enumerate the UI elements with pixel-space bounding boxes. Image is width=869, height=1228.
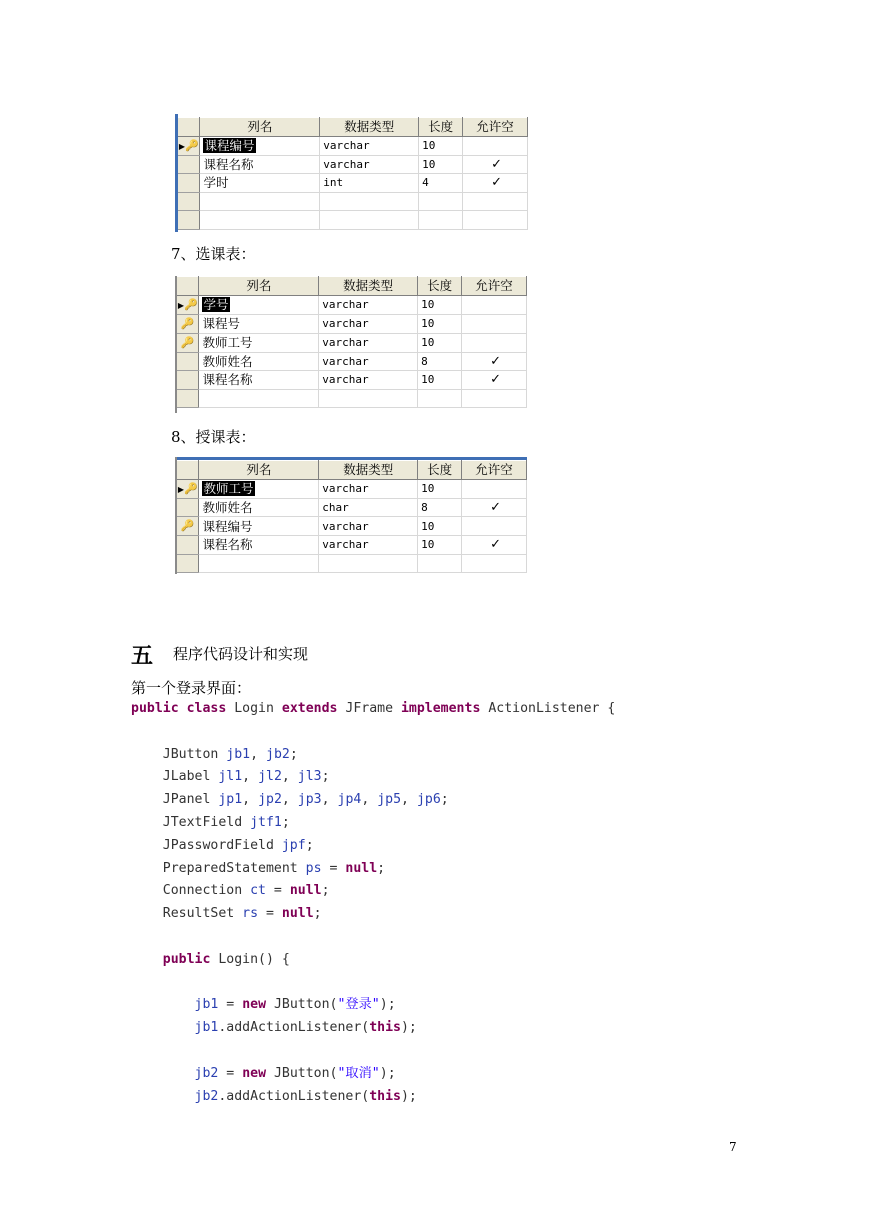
allow-null-checkbox[interactable]: ✓ bbox=[462, 498, 527, 517]
course-table-designer bbox=[175, 114, 528, 232]
code-field: jp1 bbox=[218, 792, 243, 808]
length-cell[interactable] bbox=[419, 192, 463, 211]
code-keyword: implements bbox=[400, 701, 481, 716]
table-row[interactable] bbox=[177, 333, 527, 352]
code-text: = bbox=[265, 883, 290, 899]
code-field: jtf1 bbox=[250, 814, 282, 830]
column-name: 课程号 bbox=[202, 316, 240, 331]
code-text: , bbox=[281, 769, 298, 785]
row-selector[interactable] bbox=[177, 554, 199, 573]
length-cell[interactable] bbox=[418, 389, 462, 408]
primary-key-icon: 🔑 bbox=[180, 519, 195, 532]
col-header-type: 数据类型 bbox=[319, 277, 418, 296]
allow-null-checkbox[interactable] bbox=[463, 211, 528, 230]
code-line bbox=[131, 766, 615, 789]
code-field: ct bbox=[250, 883, 266, 899]
allow-null-checkbox[interactable]: ✓ bbox=[462, 371, 527, 390]
data-type-cell[interactable] bbox=[319, 389, 418, 408]
row-selector[interactable] bbox=[177, 371, 199, 390]
col-header-nullable: 允许空 bbox=[462, 461, 527, 480]
allow-null-checkbox[interactable]: ✓ bbox=[463, 155, 528, 174]
row-selector[interactable] bbox=[177, 352, 199, 371]
code-keyword: new bbox=[242, 997, 267, 1013]
code-text bbox=[131, 1089, 195, 1104]
row-selector[interactable] bbox=[177, 517, 199, 536]
code-line bbox=[131, 744, 615, 767]
code-text bbox=[131, 1020, 195, 1035]
code-text: JTextField bbox=[131, 814, 251, 830]
code-string: "取消" bbox=[337, 1065, 380, 1081]
code-field: jb2 bbox=[266, 746, 290, 762]
code-text: Login() { bbox=[210, 951, 290, 967]
data-type-cell[interactable] bbox=[319, 554, 418, 573]
code-text: ); bbox=[400, 1020, 417, 1036]
code-text: ; bbox=[321, 769, 330, 785]
code-text: .addActionListener( bbox=[218, 1088, 370, 1104]
code-text: ResultSet bbox=[131, 906, 243, 922]
code-text: JPasswordField bbox=[131, 837, 282, 853]
code-field: jb1 bbox=[194, 997, 219, 1013]
primary-key-icon: 🔑 bbox=[180, 316, 195, 330]
col-header-type: 数据类型 bbox=[320, 118, 419, 137]
col-header-nullable: 允许空 bbox=[463, 118, 528, 137]
code-text: , bbox=[250, 746, 266, 762]
table-caption-8: 8、授课表： bbox=[171, 428, 256, 446]
code-field: jp6 bbox=[416, 792, 441, 808]
code-field: jp4 bbox=[337, 792, 362, 808]
allow-null-checkbox[interactable] bbox=[462, 389, 527, 408]
code-line bbox=[131, 835, 615, 858]
column-name-cell[interactable] bbox=[199, 517, 319, 536]
code-field: jb1 bbox=[194, 1020, 219, 1036]
section-title: 程序代码设计和实现 bbox=[173, 645, 309, 663]
length-cell[interactable]: 10 bbox=[418, 371, 462, 390]
table-row[interactable] bbox=[177, 479, 527, 498]
code-text: JFrame bbox=[337, 701, 401, 716]
primary-key-icon: 🔑 bbox=[183, 481, 198, 495]
code-line bbox=[131, 1086, 615, 1109]
code-text: Connection bbox=[131, 883, 251, 899]
table-row[interactable] bbox=[178, 192, 528, 211]
length-cell[interactable]: 10 bbox=[419, 136, 463, 155]
code-text: .addActionListener( bbox=[218, 1020, 370, 1036]
code-line bbox=[131, 1040, 615, 1063]
code-field: jl2 bbox=[258, 769, 282, 785]
allow-null-checkbox[interactable] bbox=[462, 479, 527, 498]
code-keyword: null bbox=[345, 860, 378, 876]
data-type-cell[interactable]: varchar bbox=[319, 536, 418, 555]
data-type-cell[interactable]: varchar bbox=[319, 479, 418, 498]
code-text: , bbox=[242, 769, 259, 785]
row-selector[interactable] bbox=[177, 333, 199, 352]
column-name-cell[interactable] bbox=[199, 479, 319, 498]
enrollment-table-designer bbox=[175, 276, 527, 413]
length-cell[interactable]: 10 bbox=[418, 479, 462, 498]
code-text: , bbox=[401, 792, 417, 808]
code-text: ; bbox=[377, 860, 386, 876]
data-type-cell[interactable] bbox=[320, 192, 419, 211]
column-name: 学时 bbox=[203, 175, 229, 191]
code-text: ; bbox=[321, 883, 330, 899]
length-cell[interactable]: 8 bbox=[418, 498, 462, 517]
column-name: 教师工号 bbox=[202, 335, 253, 350]
primary-key-icon: 🔑 bbox=[183, 297, 198, 311]
row-selector[interactable] bbox=[177, 295, 199, 314]
code-text: JButton( bbox=[266, 997, 338, 1013]
allow-null-checkbox[interactable] bbox=[462, 554, 527, 573]
column-name-cell[interactable] bbox=[199, 371, 319, 390]
code-text: = bbox=[258, 906, 282, 922]
primary-key-icon: 🔑 bbox=[180, 335, 195, 349]
table-row[interactable] bbox=[178, 155, 528, 174]
code-line bbox=[131, 812, 615, 835]
column-name: 教师工号 bbox=[203, 481, 254, 496]
code-text: ActionListener { bbox=[480, 701, 616, 716]
code-line bbox=[131, 1063, 615, 1086]
code-field: ps bbox=[305, 860, 322, 876]
code-line bbox=[131, 926, 615, 949]
allow-null-checkbox[interactable] bbox=[463, 192, 528, 211]
intro-text: 第一个登录界面： bbox=[131, 679, 252, 697]
table-row[interactable] bbox=[178, 174, 528, 193]
row-selector[interactable] bbox=[178, 192, 200, 211]
code-text: , bbox=[281, 792, 298, 808]
table-row[interactable] bbox=[177, 517, 527, 536]
length-cell[interactable]: 10 bbox=[418, 333, 462, 352]
code-keyword: this bbox=[369, 1020, 401, 1036]
length-cell[interactable]: 10 bbox=[418, 517, 462, 536]
column-name-cell[interactable] bbox=[200, 211, 320, 230]
row-selector[interactable] bbox=[178, 155, 200, 174]
table-row[interactable] bbox=[177, 536, 527, 555]
col-header-length: 长度 bbox=[418, 461, 462, 480]
code-text: ; bbox=[305, 837, 314, 853]
code-text: , bbox=[361, 792, 378, 808]
allow-null-checkbox[interactable] bbox=[463, 136, 528, 155]
code-text: = bbox=[321, 860, 346, 876]
data-type-cell[interactable]: varchar bbox=[319, 517, 418, 536]
allow-null-checkbox[interactable] bbox=[462, 517, 527, 536]
row-selector[interactable] bbox=[177, 536, 199, 555]
code-text: ); bbox=[379, 997, 396, 1013]
code-text: PreparedStatement bbox=[131, 860, 306, 876]
col-header-nullable: 允许空 bbox=[462, 277, 527, 296]
column-name-cell[interactable] bbox=[199, 389, 319, 408]
allow-null-checkbox[interactable]: ✓ bbox=[462, 536, 527, 555]
code-field: jb2 bbox=[194, 1065, 219, 1081]
code-field: jl3 bbox=[297, 769, 322, 785]
table-row[interactable] bbox=[177, 498, 527, 517]
col-header-length: 长度 bbox=[419, 118, 463, 137]
code-text: JPanel bbox=[131, 792, 219, 808]
table-row[interactable] bbox=[177, 314, 527, 333]
code-line bbox=[131, 1017, 615, 1040]
column-name: 教师姓名 bbox=[202, 353, 253, 369]
data-type-cell[interactable]: int bbox=[320, 174, 419, 193]
column-name: 课程名称 bbox=[202, 372, 253, 388]
length-cell[interactable]: 8 bbox=[418, 352, 462, 371]
teaching-table-designer bbox=[175, 457, 527, 574]
code-text: JButton bbox=[131, 746, 227, 762]
code-text bbox=[131, 952, 163, 967]
column-name: 课程名称 bbox=[203, 156, 254, 172]
allow-null-checkbox[interactable] bbox=[462, 333, 527, 352]
row-selector[interactable] bbox=[178, 174, 200, 193]
table-row[interactable] bbox=[177, 352, 527, 371]
code-text bbox=[179, 701, 187, 716]
data-type-cell[interactable]: varchar bbox=[319, 314, 418, 333]
page-number: 7 bbox=[729, 1140, 737, 1154]
code-keyword: null bbox=[289, 883, 322, 899]
length-cell[interactable]: 10 bbox=[418, 536, 462, 555]
section-number: 五 bbox=[131, 643, 154, 669]
code-keyword: public bbox=[162, 951, 211, 967]
col-header-name: 列名 bbox=[200, 118, 320, 137]
code-line bbox=[131, 903, 615, 926]
length-cell[interactable] bbox=[419, 211, 463, 230]
allow-null-checkbox[interactable] bbox=[462, 295, 527, 314]
current-row-arrow-icon: ▶ bbox=[178, 141, 185, 151]
code-line bbox=[131, 880, 615, 903]
column-name: 课程编号 bbox=[204, 138, 255, 153]
code-text: ; bbox=[313, 906, 322, 922]
col-header-length: 长度 bbox=[418, 277, 462, 296]
column-name-cell[interactable] bbox=[199, 295, 319, 314]
code-field: rs bbox=[242, 906, 259, 922]
column-name-cell[interactable] bbox=[200, 155, 320, 174]
code-text: = bbox=[218, 997, 243, 1013]
length-cell[interactable]: 4 bbox=[419, 174, 463, 193]
allow-null-checkbox[interactable]: ✓ bbox=[463, 174, 528, 193]
row-selector[interactable] bbox=[178, 211, 200, 230]
code-text: ); bbox=[379, 1065, 396, 1081]
code-keyword: class bbox=[186, 701, 227, 716]
code-field: jb1 bbox=[226, 746, 251, 762]
code-keyword: this bbox=[369, 1088, 401, 1104]
column-name: 教师姓名 bbox=[202, 499, 253, 515]
code-text: JLabel bbox=[131, 769, 219, 785]
code-field: jl1 bbox=[218, 769, 243, 785]
code-text: ; bbox=[440, 792, 449, 808]
designer-grid bbox=[177, 276, 527, 408]
code-line bbox=[131, 858, 615, 881]
code-text: , bbox=[242, 792, 259, 808]
table-row[interactable] bbox=[177, 371, 527, 390]
code-field: jb2 bbox=[194, 1088, 219, 1104]
data-type-cell[interactable] bbox=[320, 211, 419, 230]
allow-null-checkbox[interactable] bbox=[462, 314, 527, 333]
column-name-cell[interactable] bbox=[199, 352, 319, 371]
table-row[interactable] bbox=[178, 136, 528, 155]
row-selector[interactable] bbox=[178, 136, 200, 155]
row-selector[interactable] bbox=[177, 389, 199, 408]
column-name-cell[interactable] bbox=[199, 554, 319, 573]
code-text: Login bbox=[226, 701, 282, 716]
length-cell[interactable] bbox=[418, 554, 462, 573]
data-type-cell[interactable]: varchar bbox=[319, 333, 418, 352]
col-header-type: 数据类型 bbox=[319, 461, 418, 480]
code-text: , bbox=[321, 792, 338, 808]
data-type-cell[interactable]: varchar bbox=[319, 295, 418, 314]
code-line bbox=[131, 789, 615, 812]
column-name: 学号 bbox=[203, 297, 229, 312]
length-cell[interactable]: 10 bbox=[418, 314, 462, 333]
current-row-arrow-icon: ▶ bbox=[177, 300, 184, 310]
column-name-cell[interactable] bbox=[199, 314, 319, 333]
code-field: jp5 bbox=[377, 792, 402, 808]
code-text: JButton( bbox=[266, 1065, 338, 1081]
data-type-cell[interactable]: varchar bbox=[319, 371, 418, 390]
primary-key-icon: 🔑 bbox=[184, 138, 199, 152]
code-keyword: extends bbox=[281, 701, 338, 716]
code-keyword: public bbox=[131, 701, 179, 716]
row-selector[interactable] bbox=[177, 498, 199, 517]
code-field: jpf bbox=[281, 837, 306, 853]
code-text: ; bbox=[289, 746, 298, 762]
data-type-cell[interactable]: varchar bbox=[320, 155, 419, 174]
code-line bbox=[131, 994, 615, 1017]
column-name-cell[interactable] bbox=[199, 498, 319, 517]
column-name-cell[interactable] bbox=[200, 174, 320, 193]
col-header-name: 列名 bbox=[199, 461, 319, 480]
code-string: "登录" bbox=[337, 997, 380, 1013]
code-line bbox=[131, 721, 615, 744]
table-row[interactable] bbox=[177, 295, 527, 314]
data-type-cell[interactable]: char bbox=[319, 498, 418, 517]
column-name-cell[interactable] bbox=[200, 192, 320, 211]
table-row[interactable] bbox=[178, 211, 528, 230]
length-cell[interactable]: 10 bbox=[418, 295, 462, 314]
code-line bbox=[131, 698, 615, 721]
code-line bbox=[131, 972, 615, 995]
current-row-arrow-icon: ▶ bbox=[177, 484, 184, 494]
column-name: 课程名称 bbox=[202, 537, 253, 553]
code-block bbox=[131, 698, 615, 1108]
data-type-cell[interactable]: varchar bbox=[319, 352, 418, 371]
designer-grid bbox=[177, 460, 527, 573]
column-name-cell[interactable] bbox=[200, 136, 320, 155]
code-text bbox=[131, 1066, 195, 1081]
length-cell[interactable]: 10 bbox=[419, 155, 463, 174]
column-name-cell[interactable] bbox=[199, 536, 319, 555]
code-keyword: null bbox=[281, 906, 314, 922]
table-row[interactable] bbox=[177, 554, 527, 573]
code-text: ); bbox=[400, 1088, 417, 1104]
code-field: jp2 bbox=[258, 792, 282, 808]
code-text bbox=[131, 997, 195, 1012]
code-text: ; bbox=[281, 814, 290, 830]
row-selector[interactable] bbox=[177, 314, 199, 333]
data-type-cell[interactable]: varchar bbox=[320, 136, 419, 155]
allow-null-checkbox[interactable]: ✓ bbox=[462, 352, 527, 371]
col-header-name: 列名 bbox=[199, 277, 319, 296]
row-selector[interactable] bbox=[177, 479, 199, 498]
table-row[interactable] bbox=[177, 389, 527, 408]
code-text: = bbox=[218, 1065, 243, 1081]
column-name: 课程编号 bbox=[202, 518, 253, 534]
code-keyword: new bbox=[242, 1065, 267, 1081]
column-name-cell[interactable] bbox=[199, 333, 319, 352]
designer-grid bbox=[178, 117, 528, 230]
table-caption-7: 7、选课表： bbox=[171, 245, 256, 263]
code-line bbox=[131, 949, 615, 972]
code-field: jp3 bbox=[297, 792, 322, 808]
